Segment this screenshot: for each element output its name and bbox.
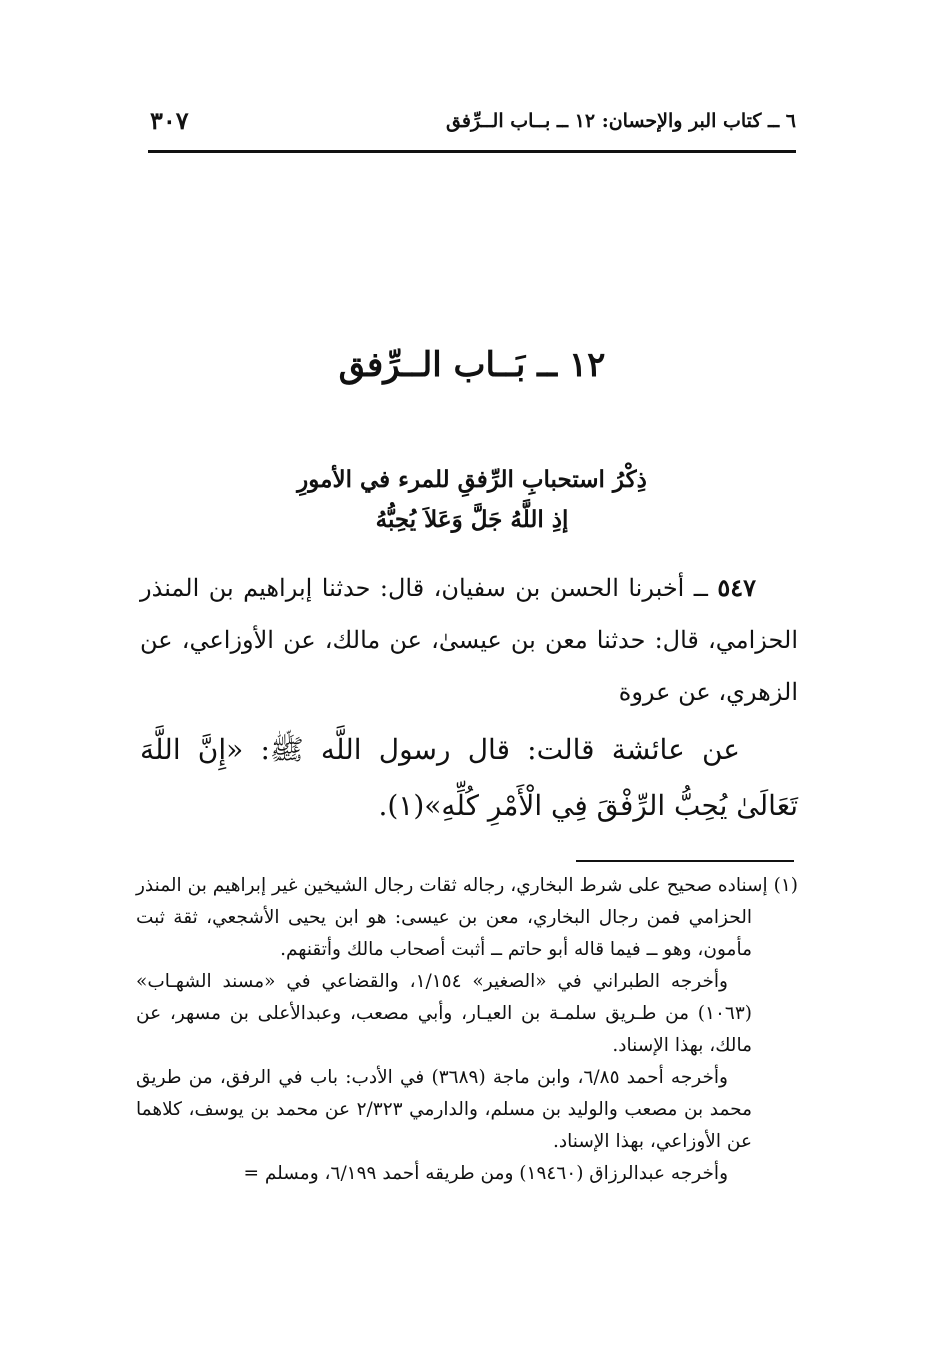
footnote-paragraph-4: وأخرجه عبدالرزاق (١٩٤٦٠) ومن طريقه أحمد ٦/١٩٩، ومسلم = [243, 1163, 728, 1184]
footnote-separator [576, 860, 794, 862]
section-heading-line-1: ذِكْرُ استحبابِ الرِّفقِ للمرء في الأمورِ [297, 466, 647, 493]
section-heading-line-2: إذِ اللَّهُ جَلَّ وَعَلاَ يُحِبُّهُ [375, 506, 569, 533]
hadith-matn: عن عائشة قالت: قال رسول اللَّه ﷺ: «إِنَّ اللَّهَ تَعَالَىٰ يُحِبُّ الرِّفْقَ فِي الْأَمْرِ كُلِّهِ»(١). [140, 733, 798, 822]
hadith-isnad-paragraph [140, 562, 798, 718]
hadith-isnad: ــ أخبرنا الحسن بن سفيان، قال: حدثنا إبراهيم بن المنذر الحزامي، قال: حدثنا معن بن عيسىٰ، عن مالك، عن الأوزاعي، عن الزهري، عن عروة [140, 574, 798, 706]
section-heading [148, 460, 796, 540]
hadith-block [140, 562, 798, 834]
page-number: ٣٠٧ [150, 106, 189, 135]
running-title: ٦ ــ كتاب البر والإحسان: ١٢ ــ بــاب الــرِّفق [445, 110, 796, 132]
running-header [148, 106, 796, 146]
footnote-1: (١) إسناده صحيح على شرط البخاري، رجاله ثقات رجال الشيخين غير إبراهيم بن المنذر الحزامي فمن رجال البخاري، معن بن عيسى: هو ابن يحيى الأشجعي، ثقة ثبت مأمون، وهو ــ فيما قاله أبو حاتم ــ أثبت أصحاب مالك وأتقنهم. [136, 875, 798, 960]
hadith-number: ٥٤٧ [717, 573, 756, 602]
footnote-paragraph-3: وأخرجه أحمد ٦/٨٥، وابن ماجة (٣٦٨٩) في الأدب: باب في الرفق، من طريق محمد بن مصعب والوليد بن مسلم، والدارمي ٢/٣٢٣ عن محمد بن يوسف، كلاهما عن الأوزاعي، بهذا الإسناد. [136, 1067, 752, 1152]
header-rule [148, 150, 796, 153]
chapter-title: ١٢ ــ بَــاب الــرِّفق [338, 345, 606, 385]
footnotes [136, 870, 798, 1190]
footnote-paragraph-2: وأخرجه الطبراني في «الصغير» ١/١٥٤، والقضاعي في «مسند الشهـاب» (١٠٦٣) من طـريق سلمـة بن العيـار، وأبي مصعب، وعبدالأعلى بن مسهر، عن مالك، بهذا الإسناد. [136, 971, 752, 1056]
